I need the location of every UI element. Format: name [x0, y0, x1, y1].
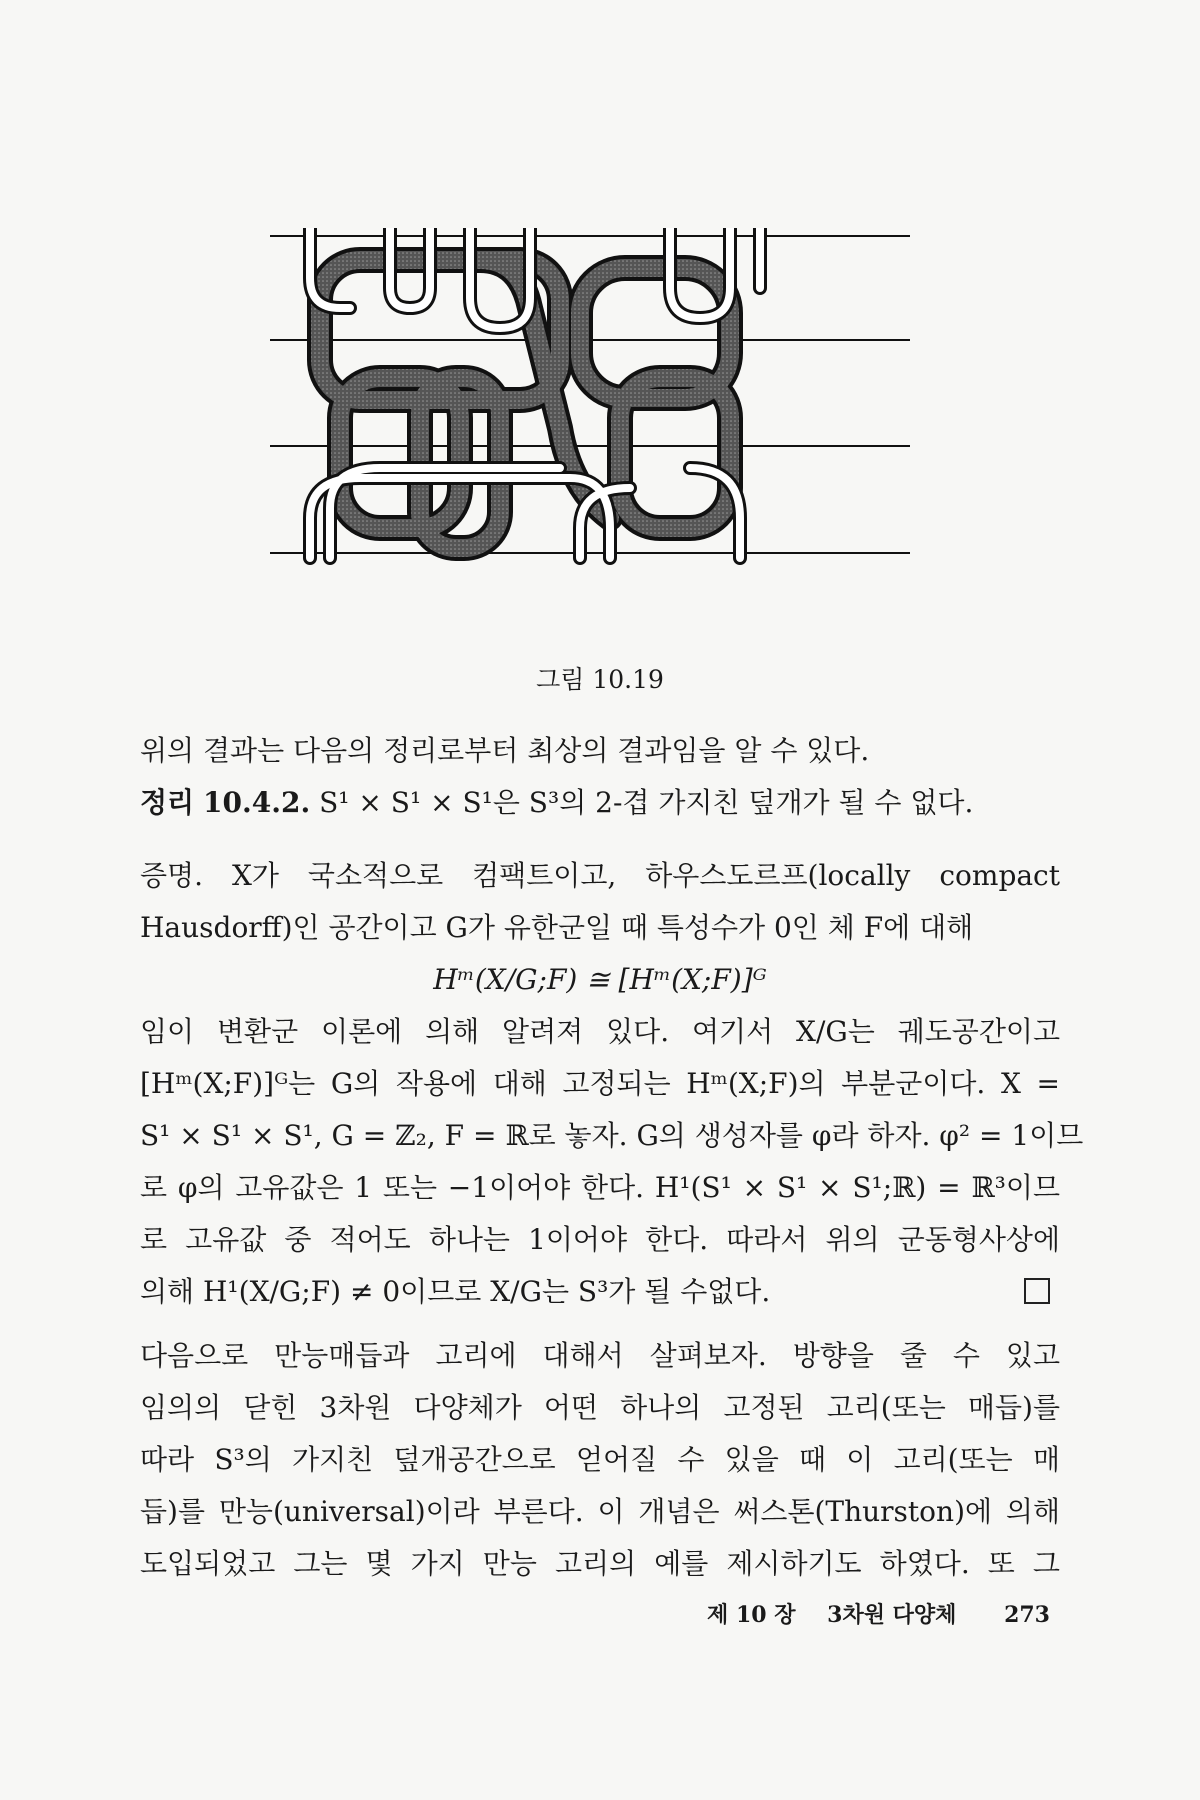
proof-line-1: 증명. X가 국소적으로 컴팩트이고, 하우스도르프(locally compact	[140, 859, 1060, 892]
proof-line-7: 로 고유값 중 적어도 하나는 1이어야 한다. 따라서 위의 군동형사상에	[140, 1223, 1060, 1256]
proof-line-6: 로 φ의 고유값은 1 또는 −1이어야 한다. H¹(S¹ × S¹ × S¹;ℝ) = ℝ³이므	[140, 1171, 1060, 1204]
proof-line-2: Hausdorff)인 공간이고 G가 유한군일 때 특성수가 0인 체 F에 대해	[140, 911, 974, 944]
qed-square-icon	[1024, 1278, 1050, 1304]
proof-line-5: S¹ × S¹ × S¹, G = ℤ₂, F = ℝ로 놓자. G의 생성자를 φ라 하자. φ² = 1이므	[140, 1119, 1084, 1152]
p2-line-4: 듭)를 만능(universal)이라 부른다. 이 개념은 써스톤(Thurston)에 의해	[140, 1495, 1060, 1528]
paragraph-intro-line: 위의 결과는 다음의 정리로부터 최상의 결과임을 알 수 있다.	[140, 734, 870, 767]
main-text-block	[140, 725, 1060, 829]
footer-chapter: 제 10 장	[707, 1602, 796, 1628]
theorem-number: 10.4.2.	[203, 786, 311, 819]
theorem-label: 정리	[140, 786, 195, 819]
proof-formula: Hᵐ(X/G;F) ≅ [Hᵐ(X;F)]ᴳ	[433, 963, 767, 996]
paragraph-universal-knots	[140, 1330, 1060, 1590]
p2-line-2: 임의의 닫힌 3차원 다양체가 어떤 하나의 고정된 고리(또는 매듭)를	[140, 1391, 1060, 1424]
proof-line-8	[140, 1266, 1060, 1318]
theorem-line	[140, 777, 1060, 829]
proof-line-4: [Hᵐ(X;F)]ᴳ는 G의 작용에 대해 고정되는 Hᵐ(X;F)의 부분군이다. X =	[140, 1067, 1060, 1100]
proof-line-8-text: 의해 H¹(X/G;F) ≠ 0이므로 X/G는 S³가 될 수없다.	[140, 1275, 771, 1308]
p2-line-3: 따라 S³의 가지친 덮개공간으로 얻어질 수 있을 때 이 고리(또는 매	[140, 1443, 1060, 1476]
tubular-link-diagram	[270, 228, 910, 638]
p2-line-5: 도입되었고 그는 몇 가지 만능 고리의 예를 제시하기도 하였다. 또 그	[140, 1547, 1060, 1580]
figure-caption: 그림 10.19	[536, 665, 664, 694]
proof-line-3: 임이 변환군 이론에 의해 알려져 있다. 여기서 X/G는 궤도공간이고	[140, 1015, 1060, 1048]
link-diagram-figure	[270, 228, 910, 638]
page-footer	[140, 1598, 1050, 1629]
p2-line-1: 다음으로 만능매듭과 고리에 대해서 살펴보자. 방향을 줄 수 있고	[140, 1339, 1060, 1372]
page-number: 273	[1004, 1602, 1050, 1628]
footer-title: 3차원 다양체	[827, 1602, 957, 1628]
theorem-statement: S¹ × S¹ × S¹은 S³의 2-겹 가지친 덮개가 될 수 없다.	[319, 786, 974, 819]
proof-block	[140, 850, 1084, 1318]
